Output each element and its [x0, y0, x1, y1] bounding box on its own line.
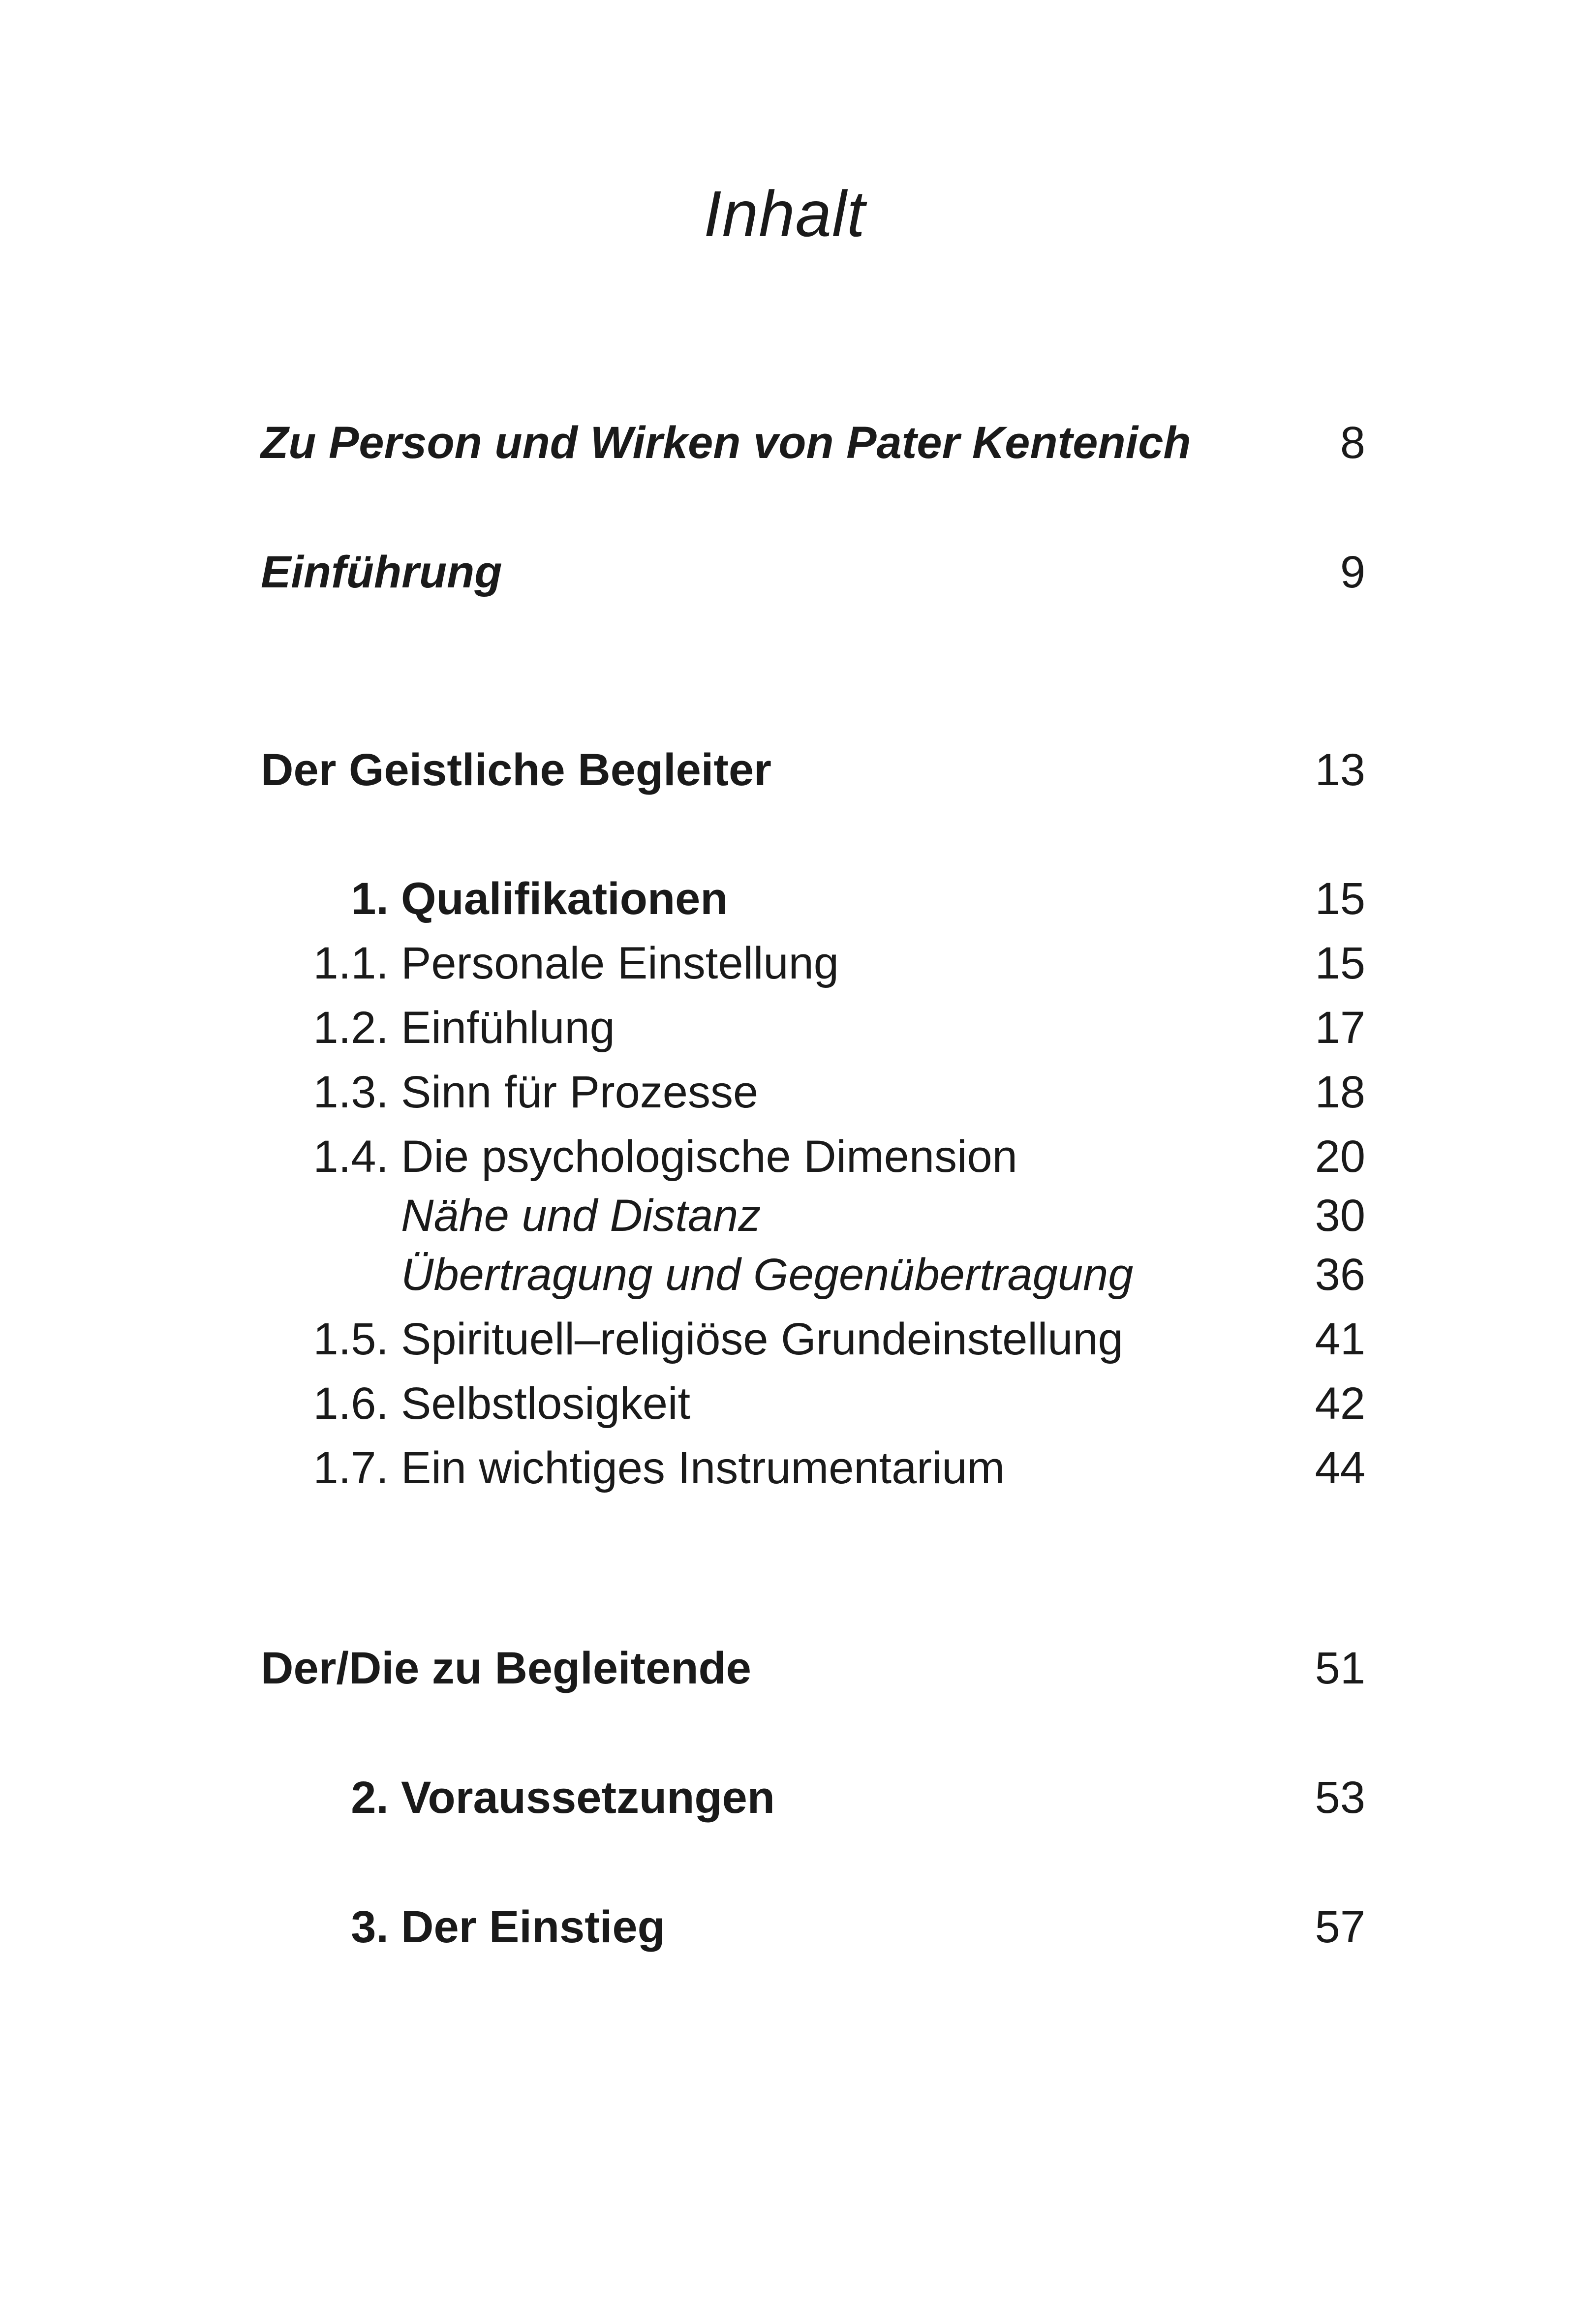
page-title: Inhalt — [704, 178, 865, 250]
toc-entry-label: Sinn für Prozesse — [401, 1067, 759, 1117]
toc-entry-number: 3. — [351, 1902, 389, 1952]
toc-entry-number: 1.3. — [313, 1067, 389, 1117]
toc-entry-number: 2. — [351, 1773, 389, 1823]
toc-entry-label: Der Einstieg — [401, 1902, 665, 1952]
toc-page-number: 57 — [1315, 1902, 1365, 1952]
toc-page-number: 20 — [1315, 1131, 1365, 1182]
toc-entry-label: Einführung — [261, 547, 502, 597]
toc-entry-label: Einfühlung — [401, 1003, 615, 1053]
toc-entry-number: 1.5. — [313, 1314, 389, 1364]
toc-entry-label: Personale Einstellung — [401, 938, 839, 988]
toc-chapter[interactable] — [261, 1766, 1365, 1830]
toc-part-heading[interactable] — [261, 738, 1365, 802]
toc-entry-label: Ein wichtiges Instrumentarium — [401, 1443, 1005, 1493]
toc-page-number: 8 — [1340, 418, 1365, 468]
toc-section[interactable] — [261, 1060, 1365, 1124]
toc-entry-number: 1.4. — [313, 1131, 389, 1182]
toc-page-number: 36 — [1315, 1250, 1365, 1300]
toc-section[interactable] — [261, 931, 1365, 995]
toc-entry-label: Die psychologische Dimension — [401, 1131, 1017, 1182]
toc-page-number: 18 — [1315, 1067, 1365, 1117]
toc-section[interactable] — [261, 1307, 1365, 1371]
toc-page-number: 17 — [1315, 1003, 1365, 1053]
toc-entry-label: Qualifikationen — [401, 874, 728, 924]
toc-subsection[interactable] — [261, 1243, 1365, 1307]
toc-entry-label: Voraussetzungen — [401, 1773, 775, 1823]
toc-entry-label: Nähe und Distanz — [401, 1191, 761, 1241]
toc-section[interactable] — [261, 1372, 1365, 1436]
toc-entry-label: Selbstlosigkeit — [401, 1378, 691, 1429]
toc-page-number: 15 — [1315, 938, 1365, 988]
toc-page-number: 44 — [1315, 1443, 1365, 1493]
toc-page-number: 9 — [1340, 547, 1365, 597]
toc-entry-number: 1.7. — [313, 1443, 389, 1493]
toc-section[interactable] — [261, 1436, 1365, 1500]
toc-entry-front[interactable] — [261, 411, 1365, 475]
toc-page-number: 51 — [1315, 1643, 1365, 1693]
toc-entry-number: 1.6. — [313, 1378, 389, 1429]
toc-section[interactable] — [261, 996, 1365, 1060]
toc-entry-front[interactable] — [261, 540, 1365, 604]
toc-page-number: 42 — [1315, 1378, 1365, 1429]
toc-page-number: 41 — [1315, 1314, 1365, 1364]
toc-entry-number: 1.2. — [313, 1003, 389, 1053]
toc-entry-label: Zu Person und Wirken von Pater Kentenich — [261, 418, 1191, 468]
toc-chapter[interactable] — [261, 867, 1365, 931]
toc-entry-number: 1.1. — [313, 938, 389, 988]
toc-part-heading[interactable] — [261, 1636, 1365, 1700]
toc-section[interactable] — [261, 1125, 1365, 1189]
toc-subsection[interactable] — [261, 1184, 1365, 1248]
toc-page-number: 30 — [1315, 1191, 1365, 1241]
toc-chapter[interactable] — [261, 1895, 1365, 1959]
toc-page-number: 15 — [1315, 874, 1365, 924]
toc-entry-number: 1. — [351, 874, 389, 924]
toc-entry-label: Übertragung und Gegenübertragung — [401, 1250, 1134, 1300]
toc-entry-label: Der/Die zu Begleitende — [261, 1643, 751, 1693]
toc-page-number: 53 — [1315, 1773, 1365, 1823]
toc-entry-label: Der Geistliche Begleiter — [261, 745, 771, 795]
toc-entry-label: Spirituell–religiöse Grundeinstellung — [401, 1314, 1123, 1364]
toc-page-number: 13 — [1315, 745, 1365, 795]
